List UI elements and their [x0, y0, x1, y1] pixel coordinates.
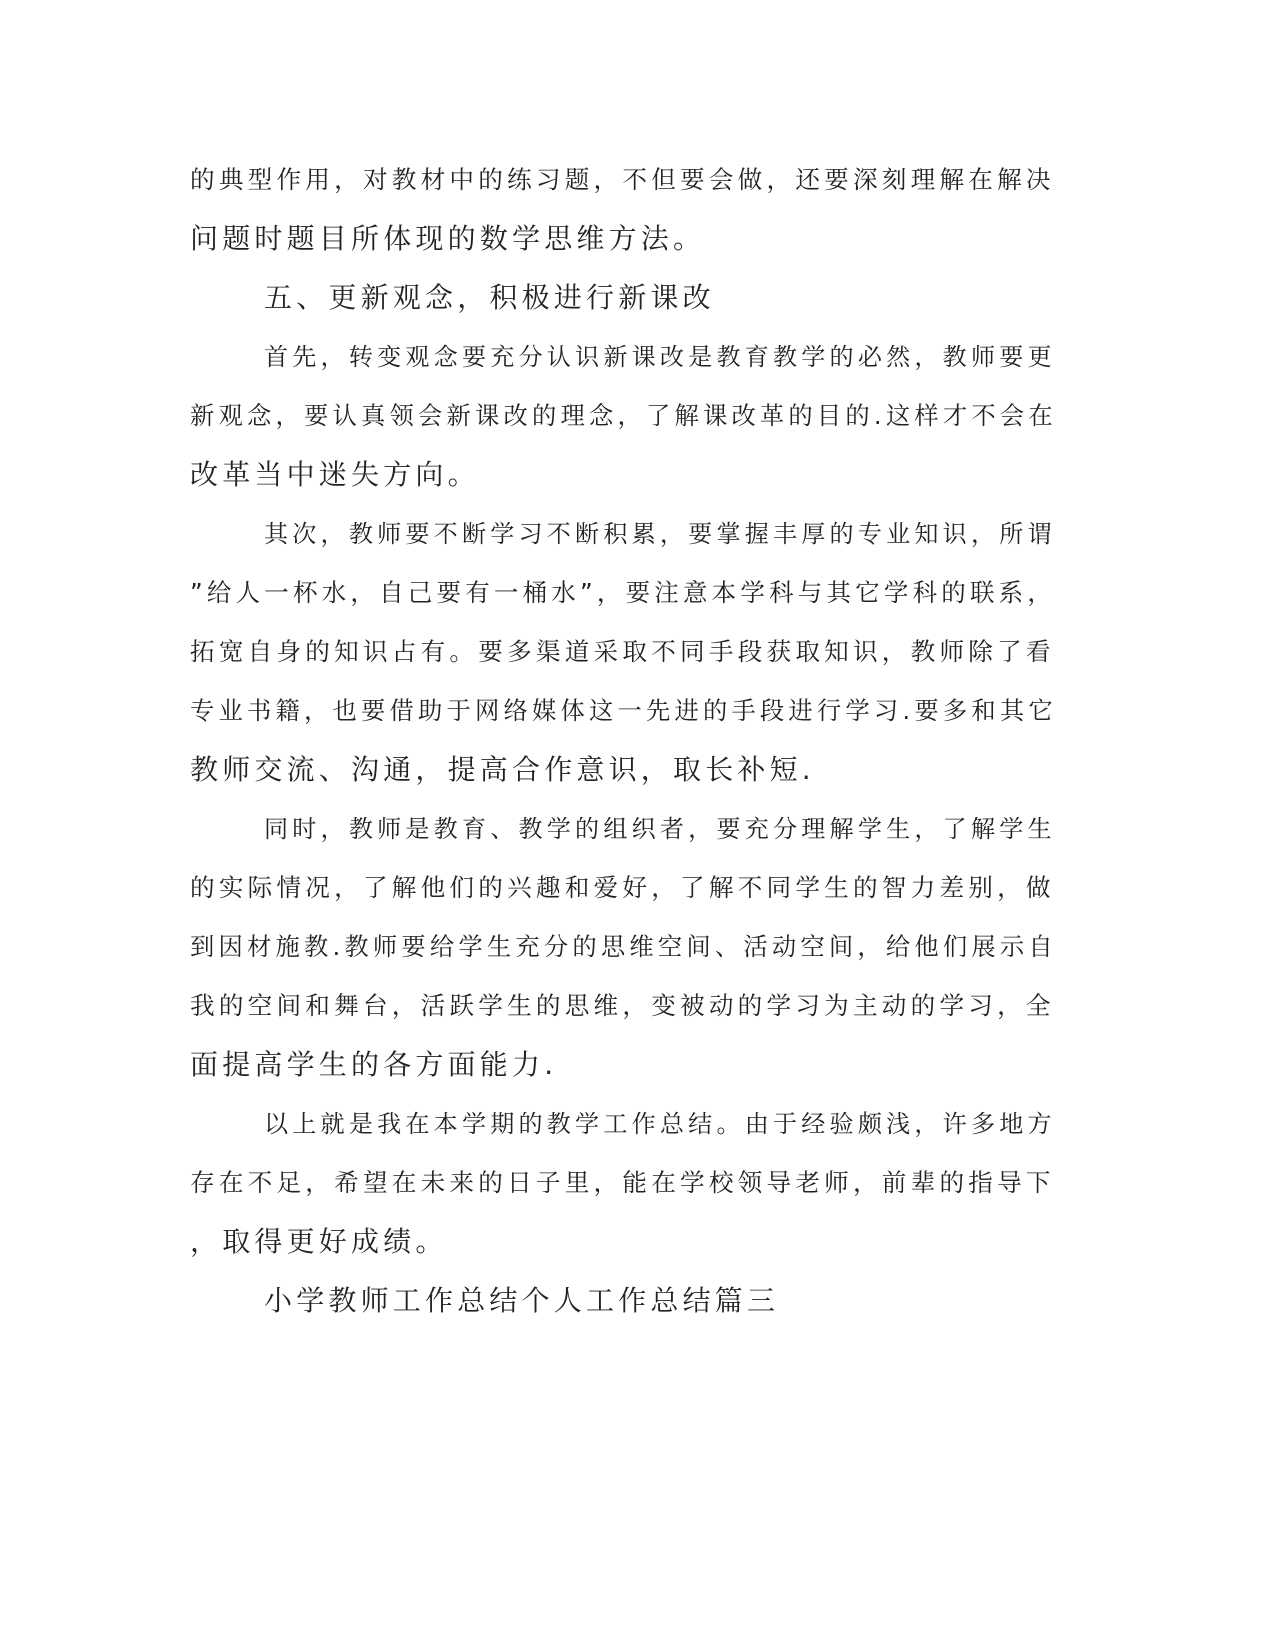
- text-line: ”给人一杯水，自己要有一桶水”，要注意本学科与其它学科的联系，: [190, 578, 1057, 607]
- section-heading: 小学教师工作总结个人工作总结篇三: [264, 1284, 780, 1317]
- text-line: 以上就是我在本学期的教学工作总结。由于经验颇浅，许多地方: [264, 1110, 1056, 1138]
- text-line: 专业书籍，也要借助于网络媒体这一先进的手段进行学习.要多和其它: [190, 696, 1057, 725]
- text-line: 新观念，要认真领会新课改的理念，了解课改革的目的.这样才不会在: [190, 401, 1057, 430]
- text-line: 存在不足，希望在未来的日子里，能在学校领导老师，前辈的指导下: [190, 1168, 1055, 1197]
- text-line: 面提高学生的各方面能力.: [190, 1048, 558, 1081]
- text-line: 我的空间和舞台，活跃学生的思维，变被动的学习为主动的学习，全: [190, 991, 1055, 1020]
- text-line: 拓宽自身的知识占有。要多渠道采取不同手段获取知识，教师除了看: [190, 637, 1055, 666]
- text-line: 的典型作用，对教材中的练习题，不但要会做，还要深刻理解在解决: [190, 165, 1055, 194]
- text-line: 问题时题目所体现的数学思维方法。: [190, 222, 706, 255]
- text-line: 教师交流、沟通，提高合作意识，取长补短.: [190, 753, 815, 786]
- text-line: 其次，教师要不断学习不断积累，要掌握丰厚的专业知识，所谓: [264, 520, 1056, 548]
- text-line: 首先，转变观念要充分认识新课改是教育教学的必然，教师要更: [264, 343, 1056, 371]
- text-line: 的实际情况，了解他们的兴趣和爱好，了解不同学生的智力差别，做: [190, 873, 1055, 902]
- text-line: 同时，教师是教育、教学的组织者，要充分理解学生，了解学生: [264, 815, 1056, 843]
- text-line: 到因材施教.教师要给学生充分的思维空间、活动空间，给他们展示自: [190, 932, 1057, 961]
- section-heading: 五、更新观念，积极进行新课改: [264, 281, 715, 314]
- text-line: 改革当中迷失方向。: [190, 458, 480, 491]
- text-line: ，取得更好成绩。: [190, 1225, 448, 1258]
